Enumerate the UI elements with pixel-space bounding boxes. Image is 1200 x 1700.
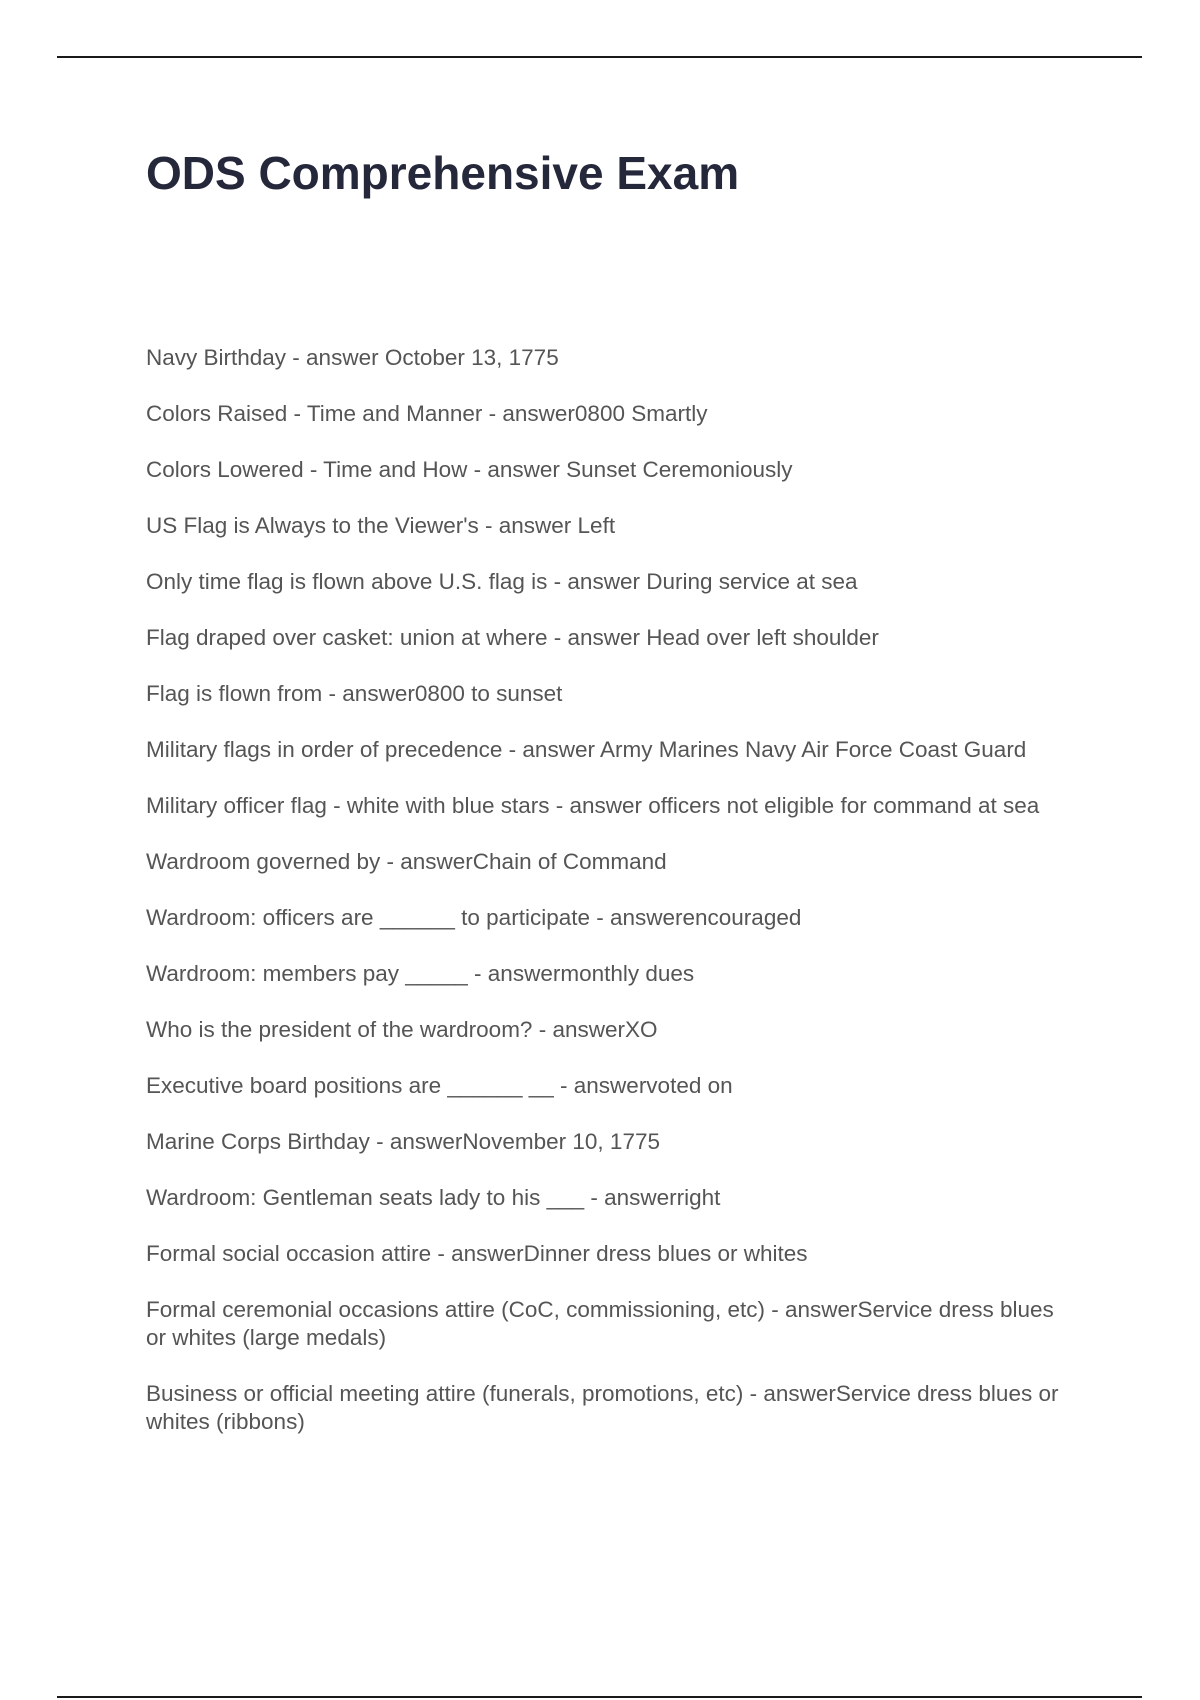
qa-item: Flag is flown from - answer0800 to sunset (146, 681, 563, 706)
qa-item: Wardroom: Gentleman seats lady to his ___ - answerright (146, 1185, 721, 1210)
qa-item: Flag draped over casket: union at where - answer Head over left shoulder (146, 625, 879, 650)
qa-item: Executive board positions are ______ __ - answervoted on (146, 1073, 733, 1098)
qa-item: Navy Birthday - answer October 13, 1775 (146, 345, 559, 370)
qa-item: Formal social occasion attire - answerDinner dress blues or whites (146, 1241, 808, 1266)
qa-item: Colors Raised - Time and Manner - answer0800 Smartly (146, 401, 708, 426)
qa-item: US Flag is Always to the Viewer's - answer Left (146, 513, 616, 538)
qa-item: Wardroom: members pay _____ - answermonthly dues (146, 961, 695, 986)
qa-item: Wardroom: officers are ______ to participate - answerencouraged (146, 905, 802, 930)
qa-item: Military flags in order of precedence - answer Army Marines Navy Air Force Coast Guard (146, 737, 1027, 762)
qa-item: Business or official meeting attire (funerals, promotions, etc) - answerService dress blues or whites (ribbons) (146, 1381, 1059, 1434)
qa-item: Formal ceremonial occasions attire (CoC, commissioning, etc) - answerService dress blues or whites (large medals) (146, 1297, 1054, 1350)
qa-item: Military officer flag - white with blue stars - answer officers not eligible for command at sea (146, 793, 1040, 818)
bottom-rule (57, 1696, 1142, 1698)
qa-list (146, 344, 1066, 1436)
top-rule (57, 56, 1142, 58)
qa-item: Colors Lowered - Time and How - answer Sunset Ceremoniously (146, 457, 793, 482)
qa-item: Only time flag is flown above U.S. flag is - answer During service at sea (146, 569, 858, 594)
document-title: ODS Comprehensive Exam (146, 147, 740, 199)
qa-item: Who is the president of the wardroom? - answerXO (146, 1017, 658, 1042)
document-body (146, 140, 1066, 1464)
qa-item: Marine Corps Birthday - answerNovember 10, 1775 (146, 1129, 660, 1154)
qa-item: Wardroom governed by - answerChain of Command (146, 849, 667, 874)
